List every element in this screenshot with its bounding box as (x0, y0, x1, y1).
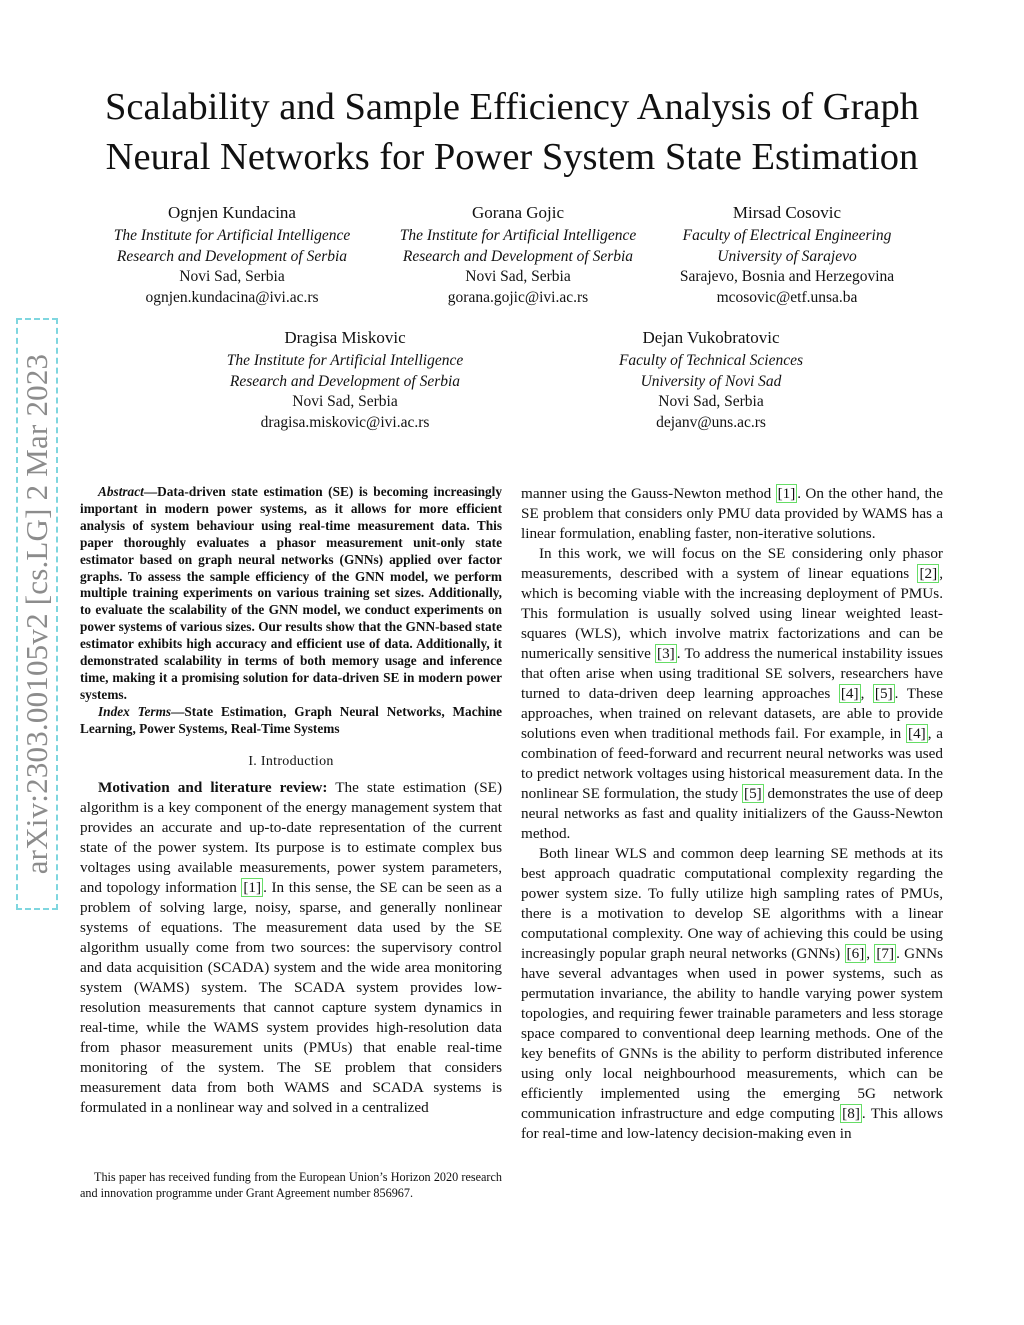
author-name: Gorana Gojic (471, 203, 565, 222)
author-name: Ognjen Kundacina (168, 203, 296, 222)
body-paragraph: manner using the Gauss-Newton method [1] . On the other hand, the SE problem that considers only PMU data provided by WAMS has a linear formulation, enabling faster, non-iterative solutions. (521, 485, 943, 542)
arxiv-stamp (16, 318, 58, 910)
author-location: Novi Sad, Serbia (465, 268, 571, 286)
author-affiliation: University of Novi Sad (640, 372, 782, 390)
citation-link[interactable]: [1] (777, 485, 796, 502)
citation-link[interactable]: [8] (842, 1105, 860, 1122)
citation-link[interactable]: [2] (919, 565, 938, 582)
right-column (521, 484, 943, 1144)
abstract-text: —Data-driven state estimation (SE) is becoming increasingly important in modern power systems, as it allows for more efficient analysis of system behaviour using real-time measurement data. This paper thoroughly evaluates a phasor measurement unit-only state estimator based on graph neural networks (GNNs) applied over factor graphs. To assess the sample efficiency of the GNN model, we perform multiple training experiments on various training set sizes. Additionally, to evaluate the scalability of the GNN model, we conduct experiments on power systems of various sizes. Our results show that the GNN-based state estimator exhibits high accuracy and efficient use of data. Additionally, it demonstrated scalability in terms of both memory usage and inference time, making it a promising solution for data-driven SE in modern power systems. (80, 484, 502, 702)
author-name: Mirsad Cosovic (732, 203, 842, 222)
author-email: ognjen.kundacina@ivi.ac.rs (145, 289, 319, 307)
paragraph-lead: Motivation and literature review: (98, 778, 328, 796)
author-affiliation: Research and Development of Serbia (229, 372, 461, 390)
author-email: mcosovic@etf.unsa.ba (716, 289, 858, 307)
author-affiliation: The Institute for Artificial Intelligence (226, 352, 464, 369)
intro-paragraph: Motivation and literature review: The state estimation (SE) algorithm is a key component of the energy management system that provides an accurate and up-to-date representation of the current state of the power system. Its purpose is to estimate complex bus voltages using available measurements, power system parameters, and topology information [1] . In this sense, the SE can be seen as a problem of solving large, noisy, sparse, and generally nonlinear systems of equations. The measurement data used by the SE algorithm usually come from two sources: the supervisory control and data acquisition (SCADA) system and the wide area monitoring system (WAMS) system. The SCADA system provides low-resolution measurements that cannot capture system dynamics in real-time, while the WAMS system provides high-resolution data from phasor measurement units (PMUs) that enable real-time monitoring of the system. The SE problem that considers measurement data from both WAMS and SCADA systems is formulated in a nonlinear way and solved in a centralized (80, 778, 503, 1116)
author-affiliation: University of Sarajevo (717, 247, 857, 265)
arxiv-identifier: arXiv:2303.00105v2 [cs.LG] 2 Mar 2023 (19, 353, 54, 875)
citation-link[interactable]: [7] (876, 945, 895, 962)
author-affiliation: Faculty of Electrical Engineering (682, 227, 892, 244)
body-paragraph: In this work, we will focus on the SE considering only phasor measurements, described with a system of linear equations [2] , which is becoming viable with the increasing deployment of PMUs. This formulation is usually solved using linear weighted least-squares (WLS), which involve matrix factorizations and can be numerically sensitive [3] . To address the numerical instability issues that often arise when using traditional SE solvers, researchers have turned to data-driven deep learning approaches [4] , [5] . These approaches, when trained on relevant datasets, are able to provide solutions even when traditional methods fail. For example, in [4] , a combination of feed-forward and recurrent neural networks was used to predict network voltages using historical measurement data. In the nonlinear SE formulation, the study [5] demonstrates the use of deep neural networks as fast and quality initializers of the Gauss-Newton method. (521, 545, 943, 842)
author-email: dejanv@uns.ac.rs (656, 414, 766, 432)
paper-title: Scalability and Sample Efficiency Analysis of Graph Neural Networks for Power System State Estimation (104, 86, 919, 178)
author-location: Novi Sad, Serbia (292, 393, 398, 411)
author-block-4 (195, 327, 495, 434)
author-location: Novi Sad, Serbia (658, 393, 764, 411)
section-heading-introduction: I. Introduction (248, 753, 334, 769)
author-name: Dejan Vukobratovic (642, 328, 780, 347)
author-block-5 (561, 327, 861, 434)
author-block-2 (368, 202, 668, 309)
citation-link[interactable]: [3] (657, 645, 675, 662)
citation-link[interactable]: [5] (874, 685, 893, 702)
body-paragraph: Both linear WLS and common deep learning SE methods at its best approach quadratic computational complexity regarding the power system size. To fully utilize high sampling rates of PMUs, there is a motivation to develop SE algorithms with a linear computational complexity. One way of achieving this could be using increasingly popular graph neural networks (GNNs) [6] , [7] . GNNs have several advantages when used in power systems, such as permutation invariance, the ability to handle varying power system topologies, and requiring fewer trainable parameters and less storage space compared to conventional deep learning methods. One of the key benefits of GNNs is the ability to perform distributed inference using only local neighbourhood measurements, which can be efficiently implemented using the emerging 5G network communication infrastructure and edge computing [8] . This allows for real-time and low-latency decision-making even in (521, 845, 943, 1142)
author-affiliation: Research and Development of Serbia (402, 247, 634, 265)
author-affiliation: Faculty of Technical Sciences (618, 352, 804, 369)
author-affiliation: Research and Development of Serbia (116, 247, 348, 265)
index-terms-text: —State Estimation, Graph Neural Networks, Machine Learning, Power Systems, Real-Time Systems (80, 703, 502, 736)
author-block-1 (82, 202, 382, 309)
author-location: Sarajevo, Bosnia and Herzegovina (679, 268, 895, 286)
index-terms (80, 704, 502, 738)
author-name: Dragisa Miskovic (284, 328, 406, 347)
author-email: dragisa.miskovic@ivi.ac.rs (260, 414, 430, 432)
left-column (80, 484, 502, 1118)
author-location: Novi Sad, Serbia (179, 268, 285, 286)
abstract-label: Abstract (98, 484, 144, 499)
abstract (80, 484, 502, 704)
funding-footnote: This paper has received funding from the European Union’s Horizon 2020 research and innovation programme under Grant Agreement number 856967. (80, 1170, 502, 1200)
author-affiliation: The Institute for Artificial Intelligence (113, 227, 351, 244)
citation-link[interactable]: [1] (243, 878, 262, 896)
citation-link[interactable]: [6] (846, 945, 865, 962)
index-terms-label: Index Terms (98, 703, 172, 719)
citation-link[interactable]: [4] (908, 725, 926, 742)
author-block-3 (637, 202, 937, 309)
author-email: gorana.gojic@ivi.ac.rs (447, 289, 589, 307)
citation-link[interactable]: [5] (744, 785, 762, 802)
citation-link[interactable]: [4] (840, 685, 859, 702)
author-affiliation: The Institute for Artificial Intelligence (399, 227, 637, 244)
